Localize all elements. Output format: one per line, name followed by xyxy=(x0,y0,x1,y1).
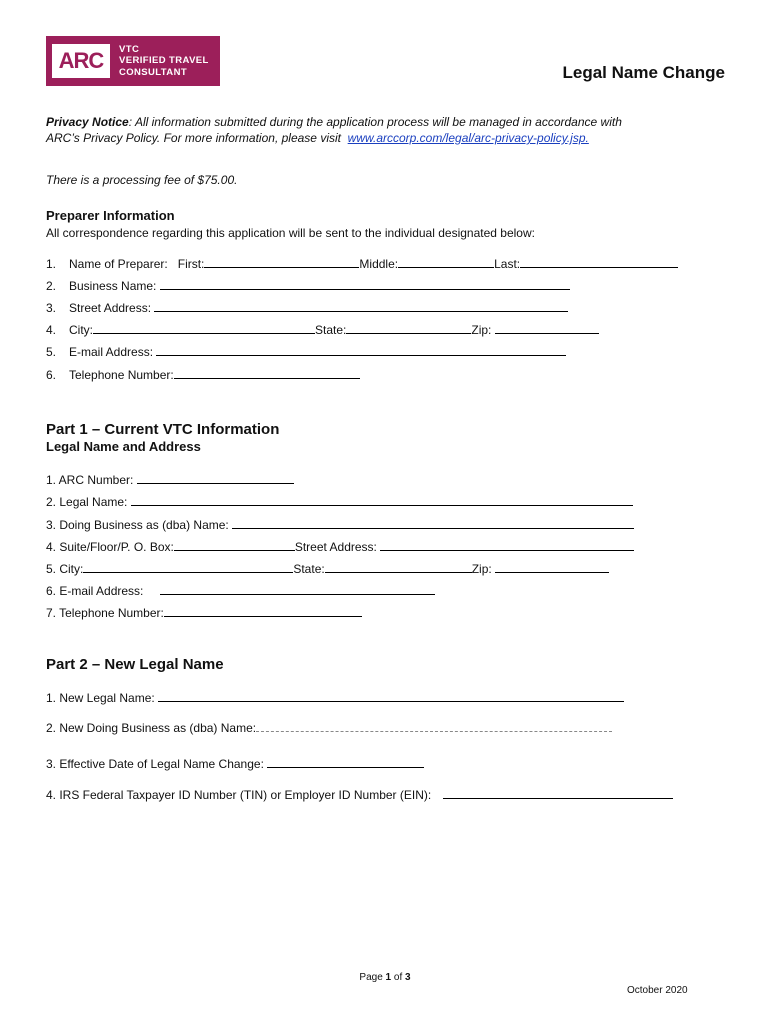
field-label: Name of Preparer: xyxy=(69,257,168,271)
privacy-text-1: : All information submitted during the application process will be managed in accordance with xyxy=(128,115,622,129)
page-title: Legal Name Change xyxy=(562,63,725,82)
page-total: 3 xyxy=(405,972,411,983)
street-address-field[interactable] xyxy=(154,300,568,312)
part1-street-field[interactable] xyxy=(380,539,634,551)
revision-date: October 2020 xyxy=(627,985,688,996)
field-label: Street Address: xyxy=(69,301,152,315)
last-name-field[interactable] xyxy=(520,256,678,268)
item-number: 3. xyxy=(46,301,57,315)
preparer-heading: Preparer Information xyxy=(46,208,175,223)
dba-name-row xyxy=(46,517,634,532)
tin-field[interactable] xyxy=(443,787,673,799)
telephone-field[interactable] xyxy=(174,367,360,379)
page-of: of xyxy=(391,972,406,983)
legal-name-row xyxy=(46,494,633,509)
page-current: 1 xyxy=(385,972,392,983)
part1-phone-row xyxy=(46,605,362,620)
logo-text xyxy=(119,44,209,79)
field-label: Last: xyxy=(494,257,521,271)
field-label: 6. E-mail Address: xyxy=(46,584,144,598)
preparer-email-row xyxy=(46,344,566,359)
middle-name-field[interactable] xyxy=(398,256,494,268)
field-label: 7. Telephone Number: xyxy=(46,606,164,620)
part1-phone-field[interactable] xyxy=(164,605,362,617)
new-dba-row xyxy=(46,720,612,735)
first-name-field[interactable] xyxy=(204,256,359,268)
suite-row xyxy=(46,539,634,554)
logo-line-2: VERIFIED TRAVEL xyxy=(119,55,209,67)
item-number: 2. xyxy=(46,279,57,293)
business-name-field[interactable] xyxy=(160,278,570,290)
field-label: State: xyxy=(293,562,325,576)
suite-field[interactable] xyxy=(174,539,295,551)
part1-email-field[interactable] xyxy=(160,583,435,595)
part1-subheading: Legal Name and Address xyxy=(46,439,201,454)
field-label: 4. IRS Federal Taxpayer ID Number (TIN) or Employer ID Number (EIN): xyxy=(46,788,432,802)
preparer-business-row xyxy=(46,278,570,293)
part1-state-field[interactable] xyxy=(325,561,472,573)
new-legal-name-field[interactable] xyxy=(158,690,624,702)
tin-row xyxy=(46,787,673,802)
part1-zip-field[interactable] xyxy=(495,561,609,573)
field-label: 2. Legal Name: xyxy=(46,495,128,509)
new-dba-field[interactable] xyxy=(256,720,612,732)
logo-line-3: CONSULTANT xyxy=(119,66,188,78)
arc-logo-mark: ARC xyxy=(52,44,110,78)
privacy-label: Privacy Notice xyxy=(46,115,129,129)
preparer-name-row xyxy=(46,256,678,271)
preparer-subtext: All correspondence regarding this application will be sent to the individual designated below: xyxy=(46,226,535,240)
field-label: 5. City: xyxy=(46,562,84,576)
preparer-street-row xyxy=(46,300,568,315)
field-label: Middle: xyxy=(359,257,399,271)
preparer-phone-row xyxy=(46,367,360,382)
preparer-city-row xyxy=(46,322,599,337)
new-legal-name-row xyxy=(46,690,624,705)
field-label: State: xyxy=(315,323,347,337)
privacy-notice xyxy=(46,114,726,146)
legal-name-field[interactable] xyxy=(131,494,633,506)
effective-date-row xyxy=(46,756,424,771)
dba-name-field[interactable] xyxy=(232,517,634,529)
field-label: Zip: xyxy=(471,323,492,337)
city-field[interactable] xyxy=(93,322,315,334)
processing-fee: There is a processing fee of $75.00. xyxy=(46,173,238,187)
field-label: Zip: xyxy=(471,562,492,576)
field-label: 1. ARC Number: xyxy=(46,473,134,487)
field-label: Street Address: xyxy=(294,540,377,554)
part1-email-row xyxy=(46,583,435,598)
item-number: 5. xyxy=(46,345,57,359)
arc-vtc-logo xyxy=(46,36,220,86)
field-label: 4. Suite/Floor/P. O. Box: xyxy=(46,540,174,554)
field-label: 3. Doing Business as (dba) Name: xyxy=(46,518,229,532)
privacy-policy-link[interactable]: www.arccorp.com/legal/arc-privacy-policy.jsp. xyxy=(347,131,589,145)
part1-city-row xyxy=(46,561,609,576)
page-prefix: Page xyxy=(359,972,386,983)
arc-number-field[interactable] xyxy=(137,472,294,484)
field-label: E-mail Address: xyxy=(69,345,154,359)
field-label: First: xyxy=(177,257,205,271)
field-label: City: xyxy=(69,323,93,337)
page-number xyxy=(0,972,770,983)
field-label: Business Name: xyxy=(69,279,157,293)
effective-date-field[interactable] xyxy=(267,756,424,768)
part1-city-field[interactable] xyxy=(83,561,293,573)
arc-number-row xyxy=(46,472,294,487)
part2-heading: Part 2 – New Legal Name xyxy=(46,656,224,673)
field-label: Telephone Number: xyxy=(69,368,174,382)
item-number: 6. xyxy=(46,368,57,382)
part1-heading: Part 1 – Current VTC Information xyxy=(46,421,280,438)
state-field[interactable] xyxy=(346,322,471,334)
email-field[interactable] xyxy=(156,344,566,356)
field-label: 1. New Legal Name: xyxy=(46,691,155,705)
item-number: 1. xyxy=(46,257,57,271)
field-label: 3. Effective Date of Legal Name Change: xyxy=(46,757,264,771)
item-number: 4. xyxy=(46,323,57,337)
privacy-text-2: ARC’s Privacy Policy. For more information, please visit xyxy=(46,131,341,145)
field-label: 2. New Doing Business as (dba) Name: xyxy=(46,721,257,735)
logo-line-1: VTC xyxy=(119,43,140,55)
zip-field[interactable] xyxy=(495,322,599,334)
